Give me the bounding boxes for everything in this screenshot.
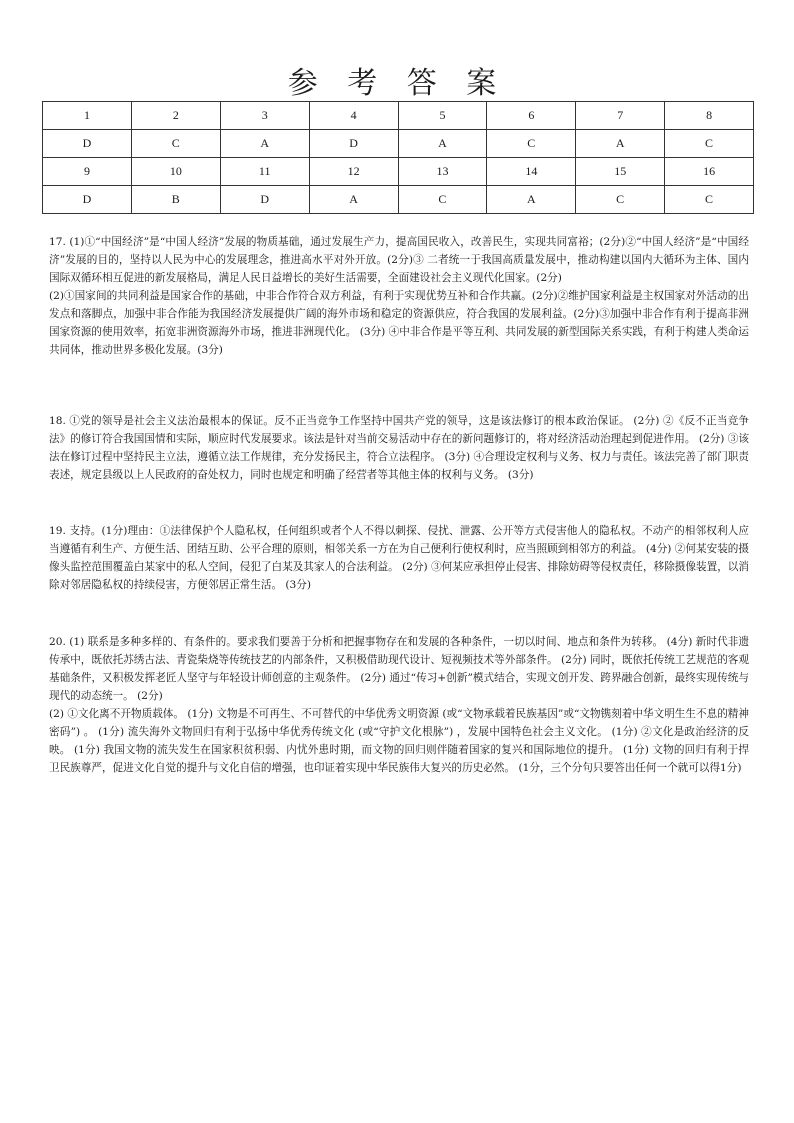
table-cell: 16	[665, 158, 754, 186]
answer-20-part-1: 20. (1) 联系是多种多样的、有条件的。要求我们要善于分析和把握事物存在和发展的各种条件，一切以时间、地点和条件为转移。 (4分) 新时代非遗传承中，既依托苏绣古法、青瓷柴烧等传统技艺的内部条件，又积极借助现代设计、短视频技术等外部条件。 (2分) 同时，既依托传统工艺规范的客观基础条件，又积极发挥老匠人坚守与年轻设计师创意的主观条件。 (2分) 通过“传习+创新”模式结合，实现文创开发、跨界融合创新，最终实现传统与现代的动态统一。 (2分)	[49, 636, 749, 702]
table-cell: 14	[487, 158, 576, 186]
answer-20-part-2: (2) ①文化离不开物质载体。 (1分) 文物是不可再生、不可替代的中华优秀文明资源 (或“文物承载着民族基因”或“文物镌刻着中华文明生生不息的精神密码”) 。 (1分) 流失海外文物回归有利于弘扬中华优秀传统文化 (或“守护文化根脉”) ，发展中国特色社会主义文化。 (1分) ②文化是政治经济的反映。 (1分) 我国文物的流失发生在国家积贫积弱、内忧外患时期，而文物的回归则伴随着国家的复兴和国际地位的提升。 (1分) 文物的回归有利于捍卫民族尊严，促进文化自觉的提升与文化自信的增强，也印证着实现中华民族伟大复兴的历史必然。 (1分，三个分句只要答出任何一个就可以得1分)	[49, 708, 749, 774]
table-cell: 9	[43, 158, 132, 186]
table-cell: 1	[43, 102, 132, 130]
table-cell: D	[43, 130, 132, 158]
table-row	[43, 186, 754, 214]
table-cell: 8	[665, 102, 754, 130]
page-title: 参 考 答 案	[287, 66, 507, 101]
table-cell: 5	[398, 102, 487, 130]
answer-17	[49, 233, 749, 359]
answer-19-text: 19. 支持。(1分)理由：①法律保护个人隐私权，任何组织或者个人不得以刺探、侵扰、泄露、公开等方式侵害他人的隐私权。不动产的相邻权利人应当遵循有利生产、方便生活、团结互助、公平合理的原则，相邻关系一方在为自己便利行使权利时，应当照顾到相邻方的利益。 (4分) ②何某安装的摄像头监控范围覆盖白某家中的私人空间，侵犯了白某及其家人的合法利益。 (2分) ③何某应承担停止侵害、排除妨碍等侵权责任，移除摄像装置，以消除对邻居隐私权的持续侵害，方便邻居正常生活。 (3分)	[49, 525, 749, 591]
answer-18	[49, 412, 749, 484]
table-cell: A	[487, 186, 576, 214]
table-cell: D	[43, 186, 132, 214]
table-cell: C	[665, 130, 754, 158]
answer-19	[49, 522, 749, 594]
table-row	[43, 158, 754, 186]
table-cell: 4	[309, 102, 398, 130]
table-cell: 12	[309, 158, 398, 186]
table-cell: 7	[576, 102, 665, 130]
table-cell: A	[309, 186, 398, 214]
table-cell: 3	[220, 102, 309, 130]
table-cell: A	[398, 130, 487, 158]
table-cell: C	[487, 130, 576, 158]
table-cell: 6	[487, 102, 576, 130]
table-cell: D	[220, 186, 309, 214]
table-row	[43, 102, 754, 130]
table-cell: A	[576, 130, 665, 158]
table-cell: C	[665, 186, 754, 214]
table-cell: A	[220, 130, 309, 158]
table-cell: 11	[220, 158, 309, 186]
table-cell: C	[576, 186, 665, 214]
table-cell: 15	[576, 158, 665, 186]
table-cell: 13	[398, 158, 487, 186]
table-row	[43, 130, 754, 158]
table-cell: B	[131, 186, 220, 214]
answer-18-text: 18. ①党的领导是社会主义法治最根本的保证。反不正当竞争工作坚持中国共产党的领导，这是该法修订的根本政治保证。 (2分) ②《反不正当竞争法》的修订符合我国国情和实际，顺应时代发展要求。该法是针对当前交易活动中存在的新问题修订的，将对经济活动治理起到促进作用。 (2分) ③该法在修订过程中坚持民主立法，遵循立法工作规律，充分发扬民主，符合立法程序。 (3分) ④合理设定权利与义务、权力与责任。该法完善了部门职责表述，规定县级以上人民政府的奋处权力，同时也规定和明确了经营者等其他主体的权利与义务。 (3分)	[49, 415, 749, 481]
table-cell: 2	[131, 102, 220, 130]
answer-17-part-2: (2)①国家间的共同利益是国家合作的基础，中非合作符合双方利益，有利于实现优势互补和合作共赢。(2分)②维护国家利益是主权国家对外活动的出发点和落脚点，加强中非合作能为我国经济发展提供广阔的海外市场和稳定的资源供应，符合我国的发展利益。(2分)③加强中非合作有利于提高非洲国家资源的使用效率，拓宽非洲资源海外市场，推进非洲现代化。 (3分) ④中非合作是平等互利、共同发展的新型国际关系实践，有利于构建人类命运共同体，推动世界多极化发展。(3分)	[49, 290, 749, 356]
answer-20	[49, 633, 749, 777]
table-cell: C	[131, 130, 220, 158]
table-cell: D	[309, 130, 398, 158]
table-cell: 10	[131, 158, 220, 186]
table-cell: C	[398, 186, 487, 214]
answer-table	[42, 101, 754, 214]
answer-17-part-1: 17. (1)①“中国经济”是“中国人经济”发展的物质基础，通过发展生产力，提高国民收入，改善民生，实现共同富裕；(2分)②“中国人经济”是“中国经济”发展的目的，坚持以人民为中心的发展理念，推进高水平对外开放。(2分)③ 二者统一于我国高质量发展中，推动构建以国内大循环为主体、国内国际双循环相互促进的新发展格局，满足人民日益增长的美好生活需要，全面建设社会主义现代化国家。(2分)	[49, 236, 749, 284]
